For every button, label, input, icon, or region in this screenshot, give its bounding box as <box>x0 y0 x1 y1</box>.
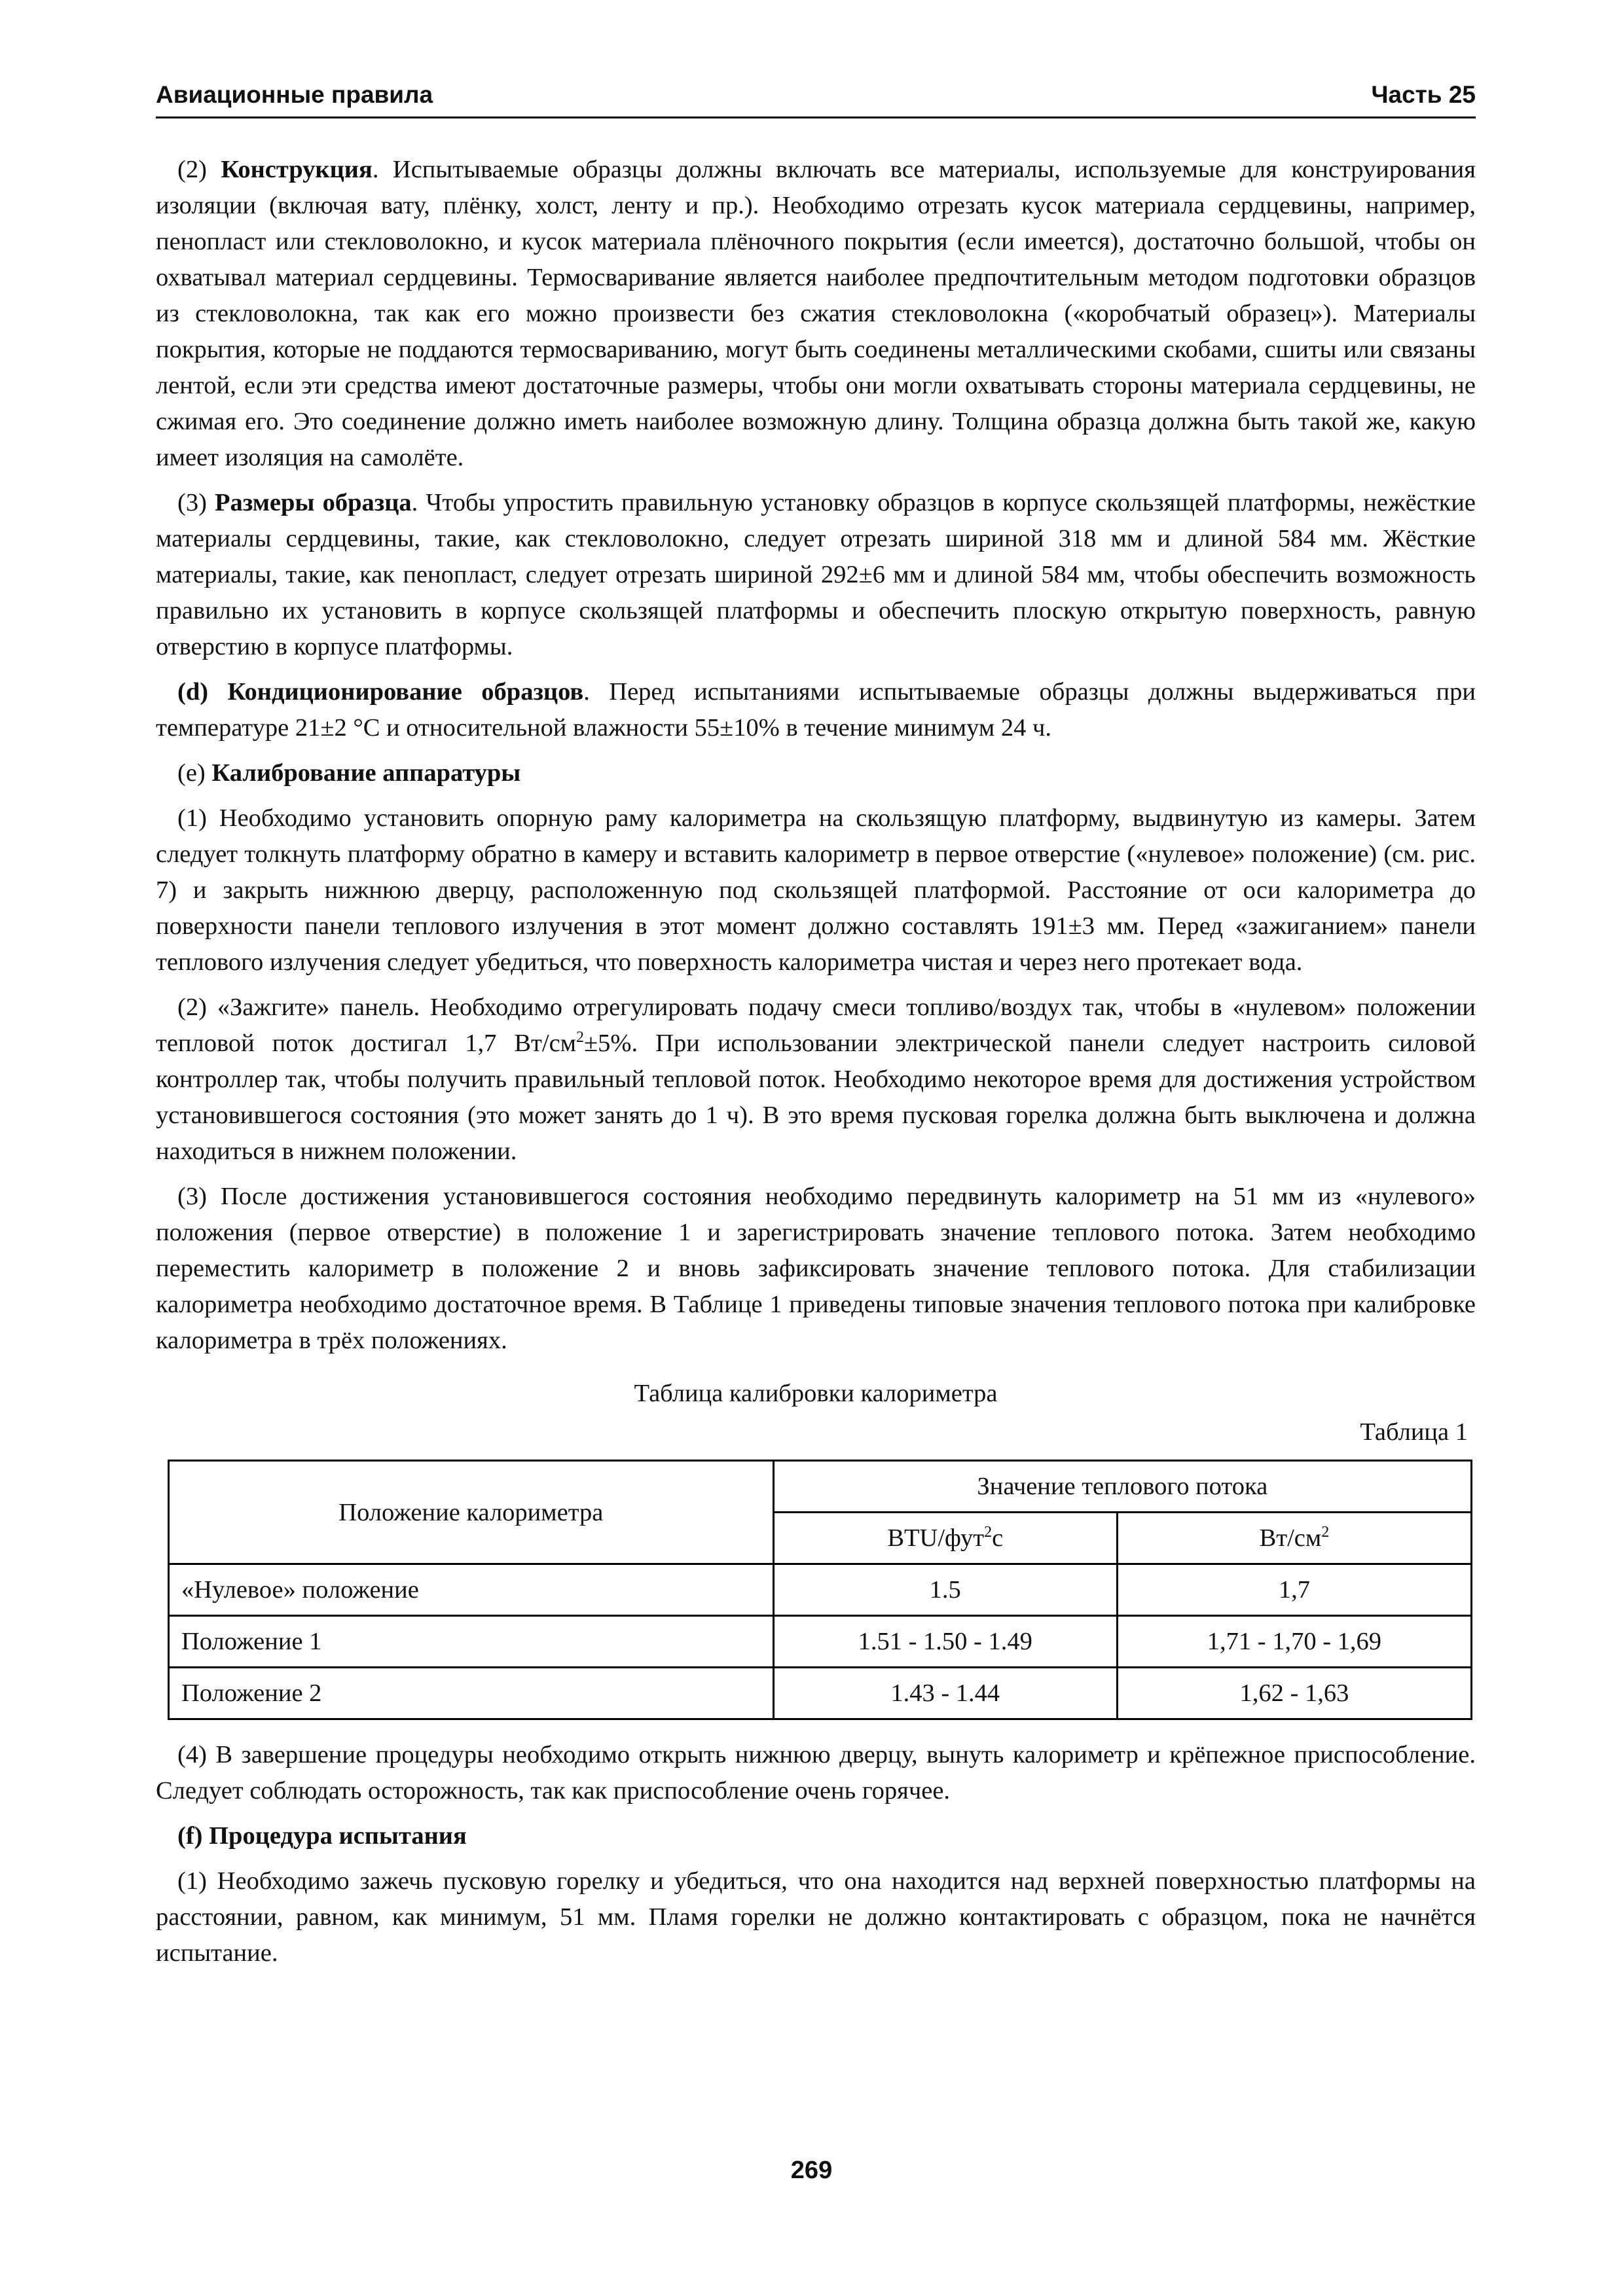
calibration-table <box>168 1460 1472 1720</box>
header-title: Авиационные правила <box>156 81 433 108</box>
cell-position: Положение 1 <box>169 1616 774 1668</box>
table-row <box>169 1668 1472 1719</box>
cell-btu: 1.43 - 1.44 <box>773 1668 1117 1719</box>
paragraph-text: ±5%. При использовании электрической панели следует настроить силовой контроллер так, чтобы получить правильный тепловой поток. Необходимо некоторое время для достижения устройством установившегося состояния (это может занять до 1 ч). В это время пусковая горелка должна быть выключена и должна находиться в нижнем положении. <box>156 1030 1476 1165</box>
cell-btu: 1.51 - 1.50 - 1.49 <box>773 1616 1117 1668</box>
header-unit-btu: BTU/фут$^2$с <box>773 1513 1117 1564</box>
paragraph-text: (2) «Зажгите» панель. Необходимо отрегулировать подачу смеси топливо/воздух так, чтобы в «нулевом» положении тепловой поток достигал 1,7 Вт/см <box>156 994 1476 1057</box>
section-heading-test-procedure <box>156 1818 1476 1854</box>
header-heat-flux: Значение теплового потока <box>773 1461 1471 1513</box>
paragraph-text: . Испытываемые образцы должны включать все материалы, используемые для конструирования изоляции (включая вату, плёнку, холст, ленту и пр.). Необходимо отрезать кусок материала сердцевины, например, пенопласт или стекловолокно, и кусок материала плёночного покрытия (если имеется), достаточно большой, чтобы он охватывал материал сердцевины. Термосваривание является наиболее предпочтительным методом подготовки образцов из стекловолокна, так как его можно произвести без сжатия стекловолокна («коробчатый образец»). Материалы покрытия, которые не поддаются термосвариванию, могут быть соединены металлическими скобами, сшиты или связаны лентой, если эти средства имеют достаточные размеры, чтобы они могли охватывать стороны материала сердцевины, не сжимая его. Это соединение должно иметь наиболее возможную длину. Толщина образца должна быть такой же, какую имеет изоляция на самолёте. <box>156 156 1476 471</box>
table-header-row <box>169 1461 1472 1513</box>
cell-wt: 1,7 <box>1117 1564 1471 1616</box>
cell-wt: 1,62 - 1,63 <box>1117 1668 1471 1719</box>
page-number: 269 <box>790 2157 833 2184</box>
paragraph-text: . Чтобы упростить правильную установку образцов в корпусе скользящей платформы, нежёсткие материалы сердцевины, такие, как стекловолокно, следует отрезать шириной 318 мм и длиной 584 мм. Жёсткие материалы, такие, как пенопласт, следует отрезать шириной 292±6 мм и длиной 584 мм, чтобы обеспечить возможность правильно их установить в корпусе скользящей платформы и обеспечить плоскую открытую поверхность, равную отверстию в корпусе платформы. <box>156 489 1476 660</box>
paragraph-number: (2) <box>177 156 221 183</box>
table-number: Таблица 1 <box>1360 1418 1468 1446</box>
paragraph-number: (3) <box>177 489 215 516</box>
paragraph-conditioning <box>156 674 1476 746</box>
page-header <box>156 77 1476 118</box>
paragraph-heading: (f) Процедура испытания <box>177 1822 467 1850</box>
paragraph-calibration-4: (4) В завершение процедуры необходимо открыть нижнюю дверцу, вынуть калориметр и крёпежное приспособление. Следует соблюдать осторожность, так как приспособление очень горячее. <box>156 1741 1476 1804</box>
cell-btu: 1.5 <box>773 1564 1117 1616</box>
paragraph-number: (е) <box>177 759 212 787</box>
paragraph-procedure-1: (1) Необходимо зажечь пусковую горелку и убедиться, что она находится над верхней поверхностью платформы на расстоянии, равном, как минимум, 51 мм. Пламя горелки не должно контактировать с образцом, пока не начнётся испытание. <box>156 1867 1476 1967</box>
paragraph-calibration-3: (3) После достижения установившегося состояния необходимо передвинуть калориметр на 51 мм из «нулевого» положения (первое отверстие) в положение 1 и зарегистрировать значение теплового потока. Затем необходимо переместить калориметр в положение 2 и вновь зафиксировать значение теплового потока. Для стабилизации калориметра необходимо достаточное время. В Таблице 1 приведены типовые значения теплового потока при калибровке калориметра в трёх положениях. <box>156 1183 1476 1354</box>
paragraph-text: . Перед испытаниями испытываемые образцы должны выдерживаться при температуре 21±2 °С и относительной влажности 55±10% в течение минимум 24 ч. <box>156 678 1476 742</box>
table-row <box>169 1564 1472 1616</box>
header-position: Положение калориметра <box>169 1461 774 1564</box>
section-heading-calibration <box>156 755 1476 791</box>
paragraph-calibration-1: (1) Необходимо установить опорную раму калориметра на скользящую платформу, выдвинутую из камеры. Затем следует толкнуть платформу обратно в камеру и вставить калориметр в первое отверстие («нулевое» положение) (см. рис. 7) и закрыть нижнюю дверцу, расположенную под скользящей платформой. Расстояние от оси калориметра до поверхности панели теплового излучения в этот момент должно составлять 191±3 мм. Перед «зажиганием» панели теплового излучения следует убедиться, что поверхность калориметра чистая и через него протекает вода. <box>156 804 1476 976</box>
header-part: Часть 25 <box>1371 81 1476 108</box>
document-body <box>156 152 1476 1981</box>
table-caption: Таблица калибровки калориметра <box>634 1380 998 1407</box>
paragraph-heading: Калибрование аппаратуры <box>211 759 521 787</box>
header-unit-wt: $Вт/см^2$ <box>1117 1513 1471 1564</box>
paragraph-construction <box>156 152 1476 476</box>
cell-wt: 1,71 - 1,70 - 1,69 <box>1117 1616 1471 1668</box>
table-row <box>169 1616 1472 1668</box>
superscript: 2 <box>576 1029 585 1047</box>
cell-position: Положение 2 <box>169 1668 774 1719</box>
paragraph-heading: Размеры образца <box>215 489 412 516</box>
paragraph-calibration-2 <box>156 990 1476 1170</box>
paragraph-heading: Конструкция <box>221 156 373 183</box>
paragraph-specimen-size <box>156 485 1476 665</box>
paragraph-heading: (d) Кондиционирование образцов <box>177 678 584 706</box>
cell-position: «Нулевое» положение <box>169 1564 774 1616</box>
